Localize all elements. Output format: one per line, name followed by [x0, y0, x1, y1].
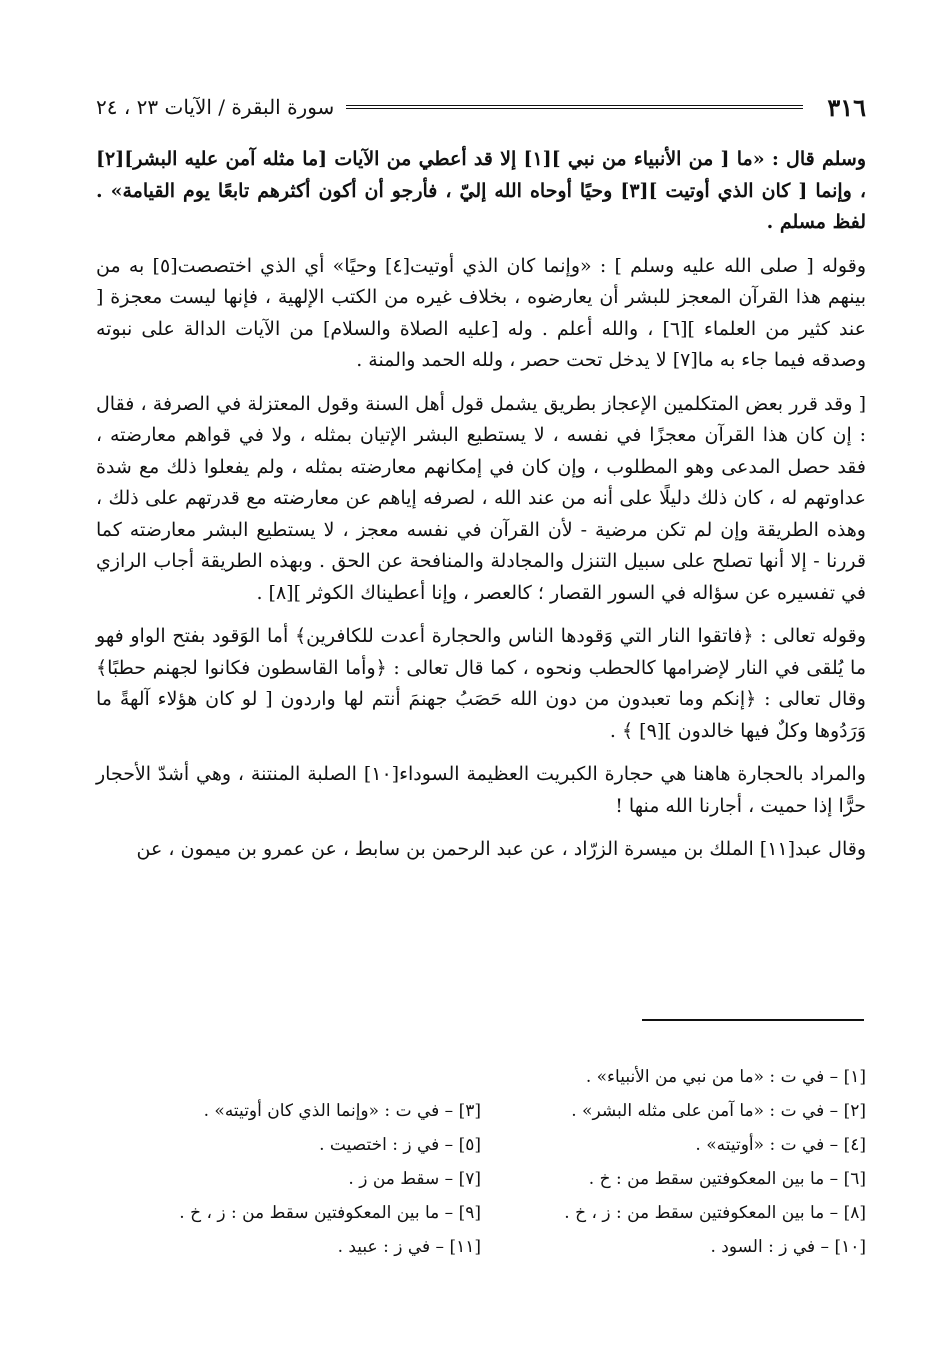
footnote-row: [96, 1060, 866, 1094]
hadith-paragraph: وسلم قال : «ما [ من الأنبياء من نبي ][١] إلا قد أعطي من الآيات [ما مثله آمن عليه البشر][٢] ، وإنما [ كان الذي أوتيت ][٣] وحيًا أوحاه الله إليّ ، فأرجو أن أكون أكثرهم تابعًا يوم القيامة» . لفظ مسلم .: [96, 148, 866, 233]
footnotes: [96, 1060, 866, 1264]
commentary-paragraph: وقوله [ صلى الله عليه وسلم ] : «وإنما كان الذي أوتيت[٤] وحيًا» أي الذي اختصصت[٥] به من بينهم هذا القرآن المعجز للبشر أن يعارضوه ، بخلاف غيره من الكتب الإلهية ، فإنها ليست معجزة [ عند كثير من العلماء ][٦] ، والله أعلم . وله [عليه الصلاة والسلام] من الآيات الدالة على نبوته وصدقه فيما جاء به ما[٧] لا يدخل تحت حصر ، ولله الحمد والمنة .: [96, 254, 867, 371]
footnote-9: [٩] – ما بين المعكوفتين سقط من : ز ، خ .: [179, 1203, 481, 1223]
stones-paragraph: والمراد بالحجارة هاهنا هي حجارة الكبريت العظيمة السوداء[١٠] الصلبة المنتنة ، وهي أشدّ الأحجار حرًّا إذا حميت ، أجارنا الله منها !: [96, 763, 866, 817]
footnote-7: [٧] – سقط من ز .: [348, 1169, 481, 1189]
footnote-10: [١٠] – في ز : السود .: [710, 1237, 866, 1257]
footnote-3: [٣] – في ت : «وإنما الذي كان أوتيته» .: [203, 1101, 481, 1121]
footnote-11: [١١] – في ز : عبيد .: [337, 1237, 481, 1257]
footnote-empty: [96, 1060, 481, 1094]
verse-paragraph: وقوله تعالى : ﴿فاتقوا النار التي وَقودها الناس والحجارة أعدت للكافرين﴾ أما الوَقود بفتح الواو فهو ما يُلقى في النار لإضرامها كالحطب ونحوه ، كما قال تعالى : ﴿وأما القاسطون فكانوا لجهنم حطبًا﴾ وقال تعالى : ﴿إنكم وما تعبدون من دون الله حَصَبُ جهنمَ أنتم لها واردون [ لو كان هؤلاء آلهةً ما وَرَدُوها وكلٌ فيها خالدون ][٩] ﴾ .: [96, 625, 866, 742]
footnote-2: [٢] – في ت : «ما آمن على مثله البشر» .: [571, 1101, 866, 1121]
page-header: [96, 90, 866, 124]
footnote-separator: [642, 1019, 864, 1021]
footnote-1: [١] – في ت : «ما من نبي من الأنبياء» .: [585, 1067, 866, 1087]
running-title: سورة البقرة / الآيات ٢٣ ، ٢٤: [96, 95, 335, 119]
narration-paragraph: وقال عبد[١١] الملك بن ميسرة الزرّاد ، عن عبد الرحمن بن سابط ، عن عمرو بن ميمون ، عن: [136, 838, 866, 860]
footnote-row: [96, 1196, 866, 1230]
footnote-8: [٨] – ما بين المعكوفتين سقط من : ز ، خ .: [564, 1203, 866, 1223]
footnote-row: [96, 1128, 866, 1162]
footnote-row: [96, 1094, 866, 1128]
main-text: [96, 144, 866, 866]
footnote-6: [٦] – ما بين المعكوفتين سقط من : خ .: [588, 1169, 866, 1189]
footnote-row: [96, 1162, 866, 1196]
footnote-4: [٤] – في ت : «أوتيته» .: [695, 1135, 866, 1155]
ijaz-paragraph: [ وقد قرر بعض المتكلمين الإعجاز بطريق يشمل قول أهل السنة وقول المعتزلة في الصرفة ، فقال : إن كان هذا القرآن معجزًا في نفسه ، لا يستطيع البشر الإتيان بمثله ، ولا في قواهم معارضته ، فقد حصل المدعى وهو المطلوب ، وإن كان في إمكانهم معارضته بمثله ، ولم يفعلوا ذلك مع شدة عداوتهم له ، كان ذلك دليلًا على أنه من عند الله ، لصرفه إياهم عن معارضته مع قدرتهم على ذلك ، وهذه الطريقة وإن لم تكن مرضية - لأن القرآن في نفسه معجز ، لا يستطيع البشر معارضته كما قررنا - إلا أنها تصلح على سبيل التنزل والمجادلة والمنافحة عن الحق . وبهذه الطريقة أجاب الرازي في تفسيره عن سؤاله في السور القصار ؛ كالعصر ، وإنا أعطيناك الكوثر ][٨] .: [96, 392, 866, 604]
header-rule: [346, 105, 803, 109]
footnote-row: [96, 1230, 866, 1264]
page-number: ٣١٦: [827, 92, 866, 122]
footnote-5: [٥] – في ز : اختصيت .: [319, 1135, 481, 1155]
